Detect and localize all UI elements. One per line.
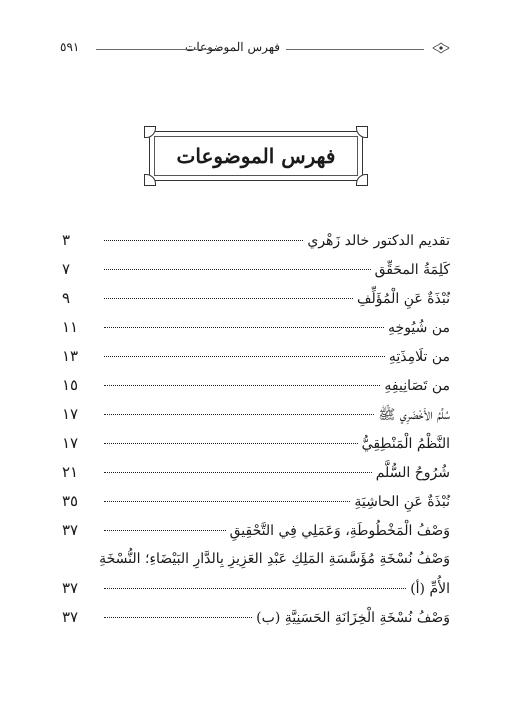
toc-entry[interactable] [62, 516, 450, 545]
toc-entry-page: ٢١ [62, 463, 79, 481]
dot-leader [104, 414, 374, 415]
dot-leader [104, 269, 371, 270]
toc-entry[interactable] [62, 603, 450, 632]
toc-entry-title: من تَصَانِيفِهِ [384, 378, 450, 394]
toc-entry[interactable] [62, 487, 450, 516]
dot-leader [104, 327, 384, 328]
title-frame [149, 131, 363, 181]
toc-entry-wrapped[interactable] [62, 545, 450, 603]
toc-entry-title: شُرُوحُ السُّلَّم [375, 465, 450, 481]
dot-leader [104, 385, 380, 386]
toc-entry-page: ١٥ [62, 376, 79, 394]
dot-leader [104, 443, 358, 444]
toc-entry-page: ٣٧ [62, 608, 79, 626]
toc-entry[interactable] [62, 458, 450, 487]
toc-entry-title-line2-row [62, 573, 450, 603]
toc-entry[interactable] [62, 226, 450, 255]
toc-entry-title: سُلَّمُ الأَخْضَرِي ﷺ [378, 407, 450, 423]
toc-entry-title: نُبْذَةٌ عَنِ الحاشِيَةِ [354, 494, 450, 510]
dot-leader [104, 501, 350, 502]
header-title: فهرس الموضوعات [185, 40, 280, 54]
toc-entry-page: ١٧ [62, 405, 79, 423]
dot-leader [104, 617, 252, 618]
toc-entry-page: ١٣ [62, 347, 79, 365]
toc-entry-title: كَلِمَةُ المحَقِّق [374, 262, 450, 278]
page-title: فهرس الموضوعات [176, 144, 336, 168]
toc-entry-title: من تلَامِذَتِهِ [388, 349, 450, 365]
toc-entry-page: ٩ [62, 289, 71, 307]
header-rule-left [96, 49, 220, 50]
header-page-number: ٥٩١ [60, 40, 80, 54]
toc-entry-title-line2: الأُمِّ (أ) [410, 581, 450, 597]
toc-entry[interactable] [62, 255, 450, 284]
toc-entry[interactable] [62, 284, 450, 313]
dot-leader [104, 356, 385, 357]
toc-entry[interactable] [62, 400, 450, 429]
table-of-contents [62, 226, 450, 632]
dot-leader [104, 472, 372, 473]
dot-leader [104, 298, 353, 299]
toc-entry[interactable] [62, 429, 450, 458]
toc-entry[interactable] [62, 313, 450, 342]
toc-entry-title: من شُيُوخِهِ [388, 320, 450, 336]
dot-leader [104, 588, 406, 589]
toc-entry-title: وَصْفُ نُسْخَةِ الْخِزَانَةِ الحَسَنِيَّةِ (ب) [256, 610, 450, 626]
toc-entry[interactable] [62, 342, 450, 371]
toc-entry-page: ٣٧ [62, 579, 79, 597]
toc-entry-page: ٧ [62, 260, 71, 278]
toc-entry-page: ١٧ [62, 434, 79, 452]
toc-entry-title: نُبْذَةٌ عَنِ الْمُؤَلِّفِ [357, 291, 450, 307]
dot-leader [104, 240, 303, 241]
toc-entry-title: وَصْفُ الْمَخْطُوطَةِ، وَعَمَلِي فِي التَّحْقِيقِ [229, 523, 450, 539]
toc-entry-title-line1: وَصْفُ نُسْخَةِ مُؤَسَّسَةِ المَلِكِ عَبْدِ العَزِيزِ بِالدَّارِ البَيْضَاءِ؛ النُّسْخَةِ [99, 551, 450, 567]
toc-entry-page: ٣ [62, 231, 71, 249]
running-header [60, 40, 450, 60]
toc-entry-title: النَّظْمُ الْمَنْطِقِيُّ [361, 436, 450, 452]
toc-entry-page: ٣٧ [62, 521, 79, 539]
header-rule-right [286, 49, 424, 50]
toc-entry-page: ١١ [62, 318, 79, 336]
toc-entry-title: تقديم الدكتور خالد زَهْري [307, 233, 450, 249]
floral-ornament-icon [432, 42, 450, 54]
toc-entry[interactable] [62, 371, 450, 400]
dot-leader [104, 530, 226, 531]
toc-entry-page: ٣٥ [62, 492, 79, 510]
